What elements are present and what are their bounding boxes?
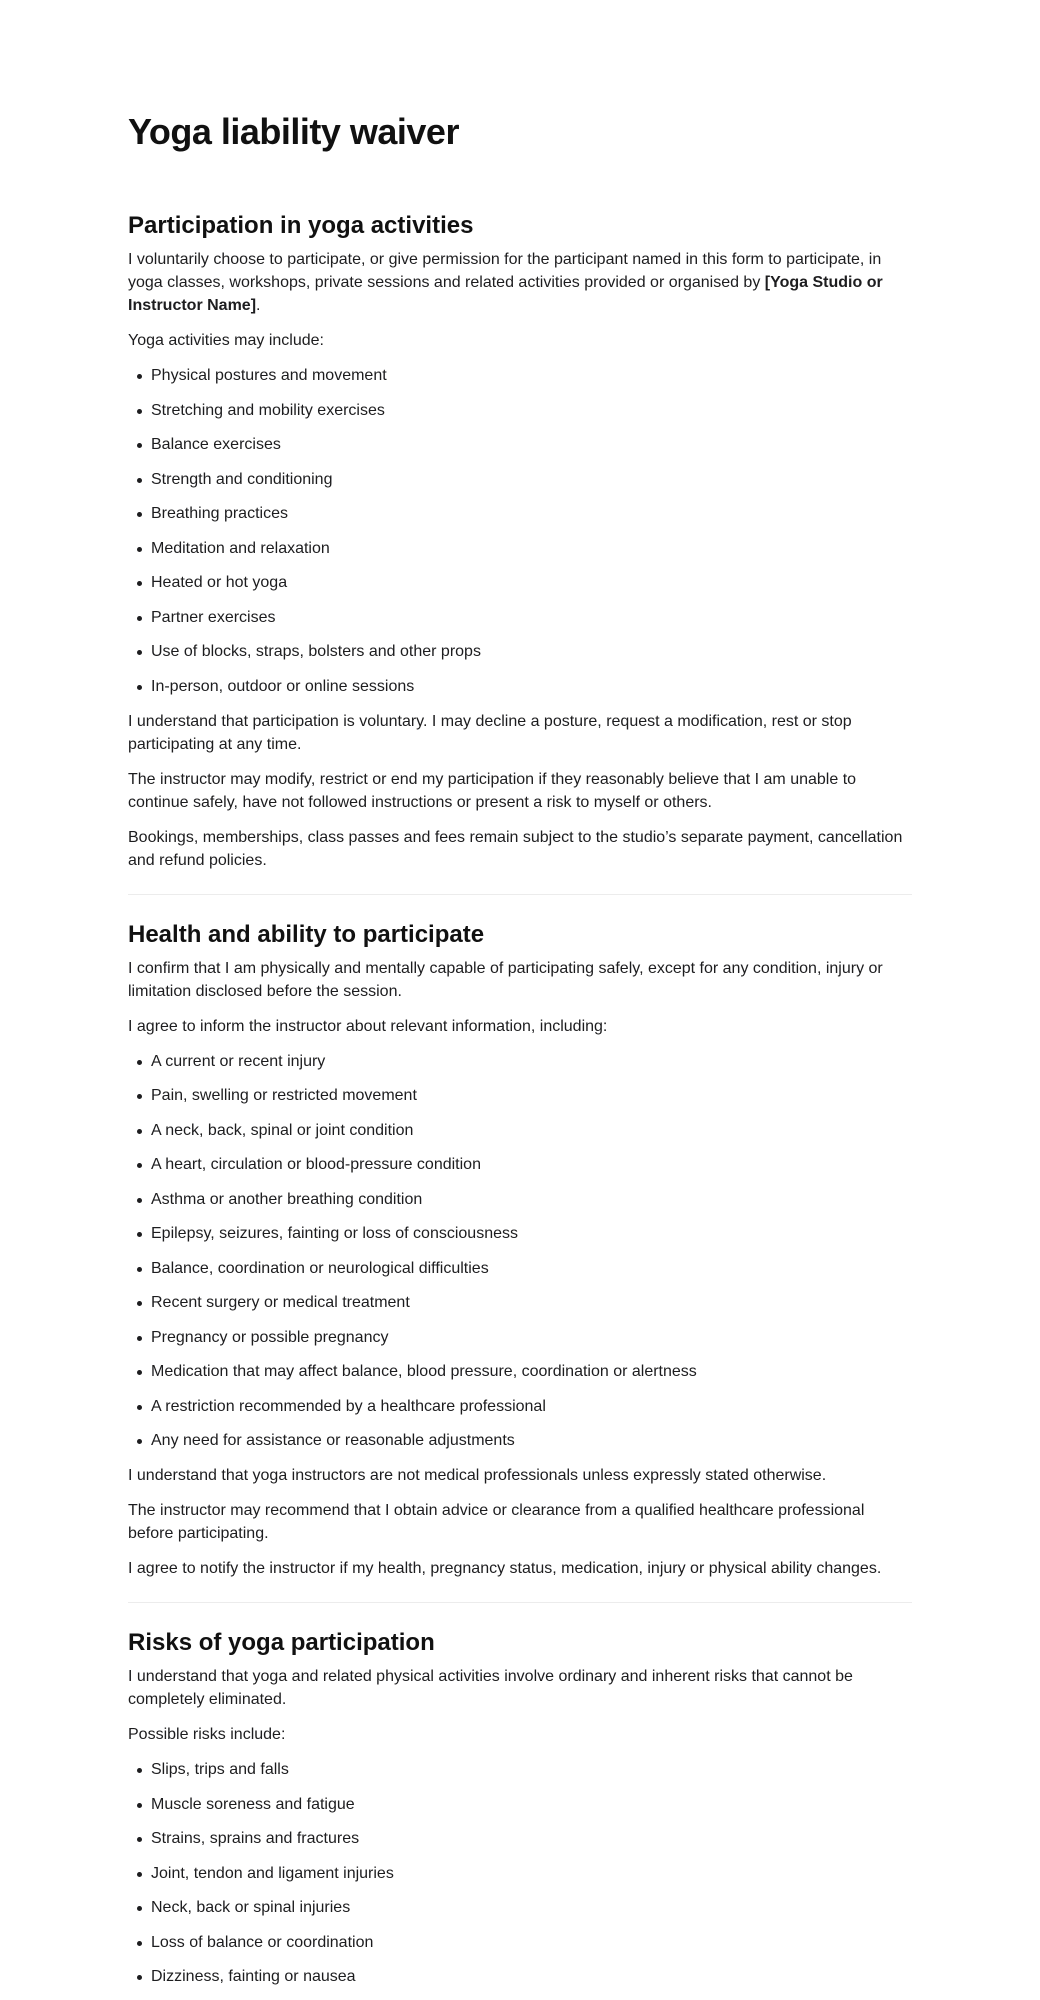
section-divider	[128, 894, 912, 895]
list-item: Loss of balance or coordination	[128, 1931, 912, 1954]
list-item: Slips, trips and falls	[128, 1758, 912, 1781]
list-item: Strength and conditioning	[128, 468, 912, 491]
section-intro: I understand that yoga and related physical activities involve ordinary and inherent risks that cannot be completely eliminated.	[128, 1668, 853, 1708]
section-heading: Participation in yoga activities	[128, 212, 474, 239]
list-intro: Possible risks include:	[128, 1726, 286, 1743]
section-heading: Risks of yoga participation	[128, 1629, 435, 1656]
list-item: Any need for assistance or reasonable adjustments	[128, 1429, 912, 1452]
studio-name-placeholder: [Yoga Studio or Instructor Name]	[128, 274, 883, 314]
list-item: Partner exercises	[128, 606, 912, 629]
list-item: Epilepsy, seizures, fainting or loss of consciousness	[128, 1222, 912, 1245]
section-risks	[128, 1625, 912, 1988]
list-item: Balance, coordination or neurological difficulties	[128, 1257, 912, 1280]
list-item: Physical postures and movement	[128, 364, 912, 387]
intro-text: I voluntarily choose to participate, or give permission for the participant named in this form to participate, in yoga classes, workshops, private sessions and related activities provided or organised by	[128, 251, 882, 291]
list-item: A current or recent injury	[128, 1050, 912, 1073]
risks-list	[128, 1758, 912, 1988]
activities-list	[128, 364, 912, 698]
section-intro	[128, 248, 912, 317]
list-item: Muscle soreness and fatigue	[128, 1793, 912, 1816]
list-item: Medication that may affect balance, blood pressure, coordination or alertness	[128, 1360, 912, 1383]
section-intro: I confirm that I am physically and mentally capable of participating safely, except for any condition, injury or limitation disclosed before the session.	[128, 959, 883, 1000]
list-item: Joint, tendon and ligament injuries	[128, 1862, 912, 1885]
paragraph: I agree to notify the instructor if my health, pregnancy status, medication, injury or physical ability changes.	[128, 1560, 882, 1577]
list-item: Neck, back or spinal injuries	[128, 1896, 912, 1919]
paragraph: I understand that participation is voluntary. I may decline a posture, request a modification, rest or stop participating at any time.	[128, 712, 852, 753]
list-item: A restriction recommended by a healthcare professional	[128, 1395, 912, 1418]
paragraph: The instructor may recommend that I obtain advice or clearance from a qualified healthcare professional before participating.	[128, 1502, 865, 1542]
list-item: Heated or hot yoga	[128, 571, 912, 594]
paragraph: Bookings, memberships, class passes and fees remain subject to the studio’s separate payment, cancellation and refund policies.	[128, 828, 903, 869]
list-item: Meditation and relaxation	[128, 537, 912, 560]
list-intro: Yoga activities may include:	[128, 332, 324, 349]
waiver-document	[128, 108, 912, 2000]
list-item: Dizziness, fainting or nausea	[128, 1965, 912, 1988]
section-participation	[128, 208, 912, 872]
page-title: Yoga liability waiver	[128, 111, 459, 152]
list-item: Asthma or another breathing condition	[128, 1188, 912, 1211]
list-item: Pain, swelling or restricted movement	[128, 1084, 912, 1107]
list-intro: I agree to inform the instructor about relevant information, including:	[128, 1017, 608, 1035]
health-conditions-list	[128, 1050, 912, 1453]
list-item: In-person, outdoor or online sessions	[128, 675, 912, 698]
list-item: Recent surgery or medical treatment	[128, 1291, 912, 1314]
list-item: Pregnancy or possible pregnancy	[128, 1326, 912, 1349]
list-item: Use of blocks, straps, bolsters and other props	[128, 640, 912, 663]
list-item: A heart, circulation or blood-pressure condition	[128, 1153, 912, 1176]
list-item: A neck, back, spinal or joint condition	[128, 1119, 912, 1142]
paragraph: The instructor may modify, restrict or end my participation if they reasonably believe that I am unable to continue safely, have not followed instructions or present a risk to myself or others.	[128, 770, 857, 811]
section-divider	[128, 1602, 912, 1603]
list-item: Strains, sprains and fractures	[128, 1827, 912, 1850]
list-item: Balance exercises	[128, 433, 912, 456]
list-item: Breathing practices	[128, 502, 912, 525]
section-health	[128, 917, 912, 1581]
intro-end: .	[256, 297, 261, 314]
list-item: Stretching and mobility exercises	[128, 399, 912, 422]
paragraph: I understand that yoga instructors are not medical professionals unless expressly stated otherwise.	[128, 1467, 827, 1484]
section-heading: Health and ability to participate	[128, 920, 485, 948]
